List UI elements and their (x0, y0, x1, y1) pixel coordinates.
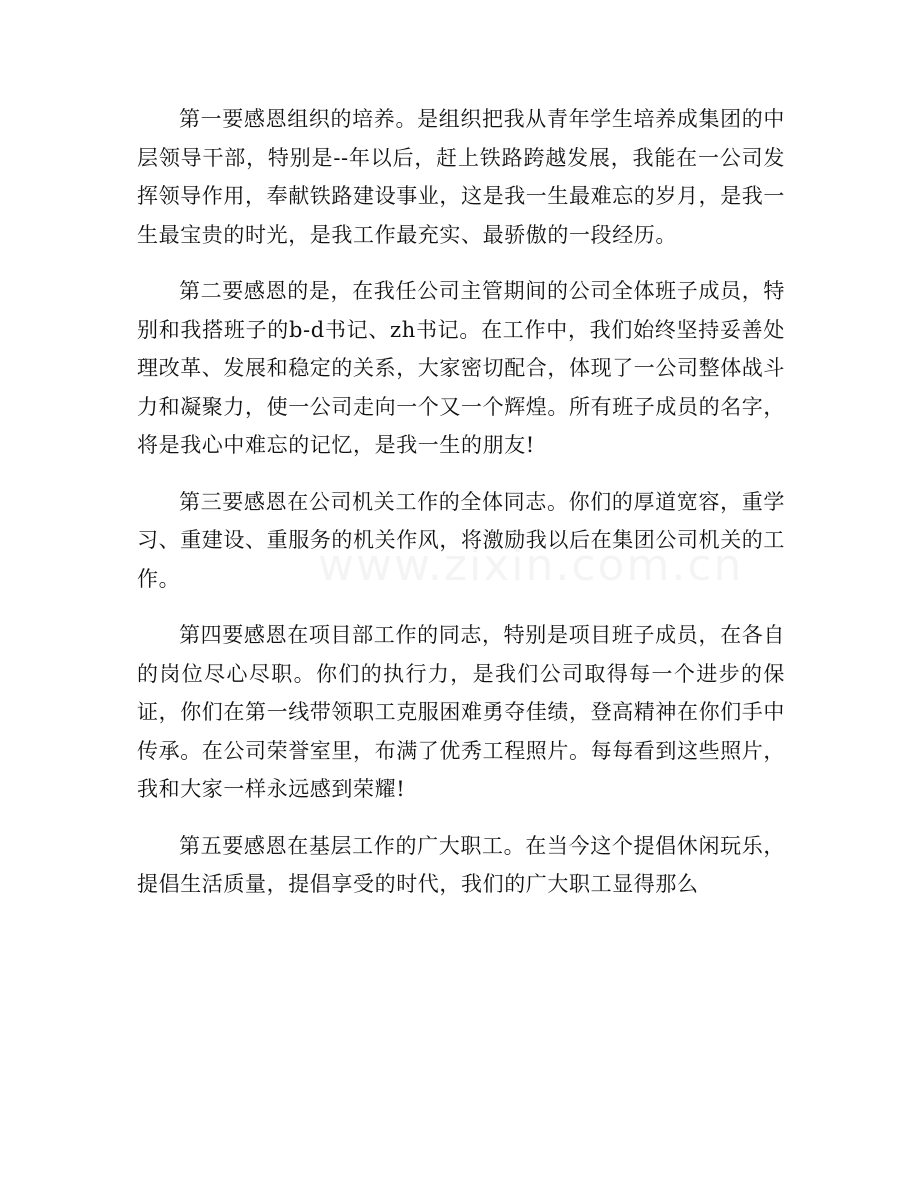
document-body (137, 100, 785, 922)
paragraph-5: 第五要感恩在基层工作的广大职工。在当今这个提倡休闲玩乐，提倡生活质量，提倡享受的时代，我们的广大职工显得那么 (137, 833, 785, 896)
paragraph-1: 第一要感恩组织的培养。是组织把我从青年学生培养成集团的中层领导干部，特别是--年以后，赶上铁路跨越发展，我能在一公司发挥领导作用，奉献铁路建设事业，这是我一生最难忘的岁月，是我一生最宝贵的时光，是我工作最充实、最骄傲的一段经历。 (137, 107, 785, 247)
paragraph-4: 第四要感恩在项目部工作的同志，特别是项目班子成员，在各自的岗位尽心尽职。你们的执行力，是我们公司取得每一个进步的保证，你们在第一线带领职工克服困难勇夺佳绩，登高精神在你们手中传承。在公司荣誉室里，布满了优秀工程照片。每每看到这些照片，我和大家一样永远感到荣耀! (137, 623, 785, 801)
paragraph-2: 第二要感恩的是，在我任公司主管期间的公司全体班子成员，特别和我搭班子的b-d书记、zh书记。在工作中，我们始终坚持妥善处理改革、发展和稳定的关系，大家密切配合，体现了一公司整体战斗力和凝聚力，使一公司走向一个又一个辉煌。所有班子成员的名字，将是我心中难忘的记忆，是我一生的朋友! (137, 279, 785, 457)
paragraph-3: 第三要感恩在公司机关工作的全体同志。你们的厚道宽容，重学习、重建设、重服务的机关作风，将激励我以后在集团公司机关的工作。 (137, 489, 785, 591)
